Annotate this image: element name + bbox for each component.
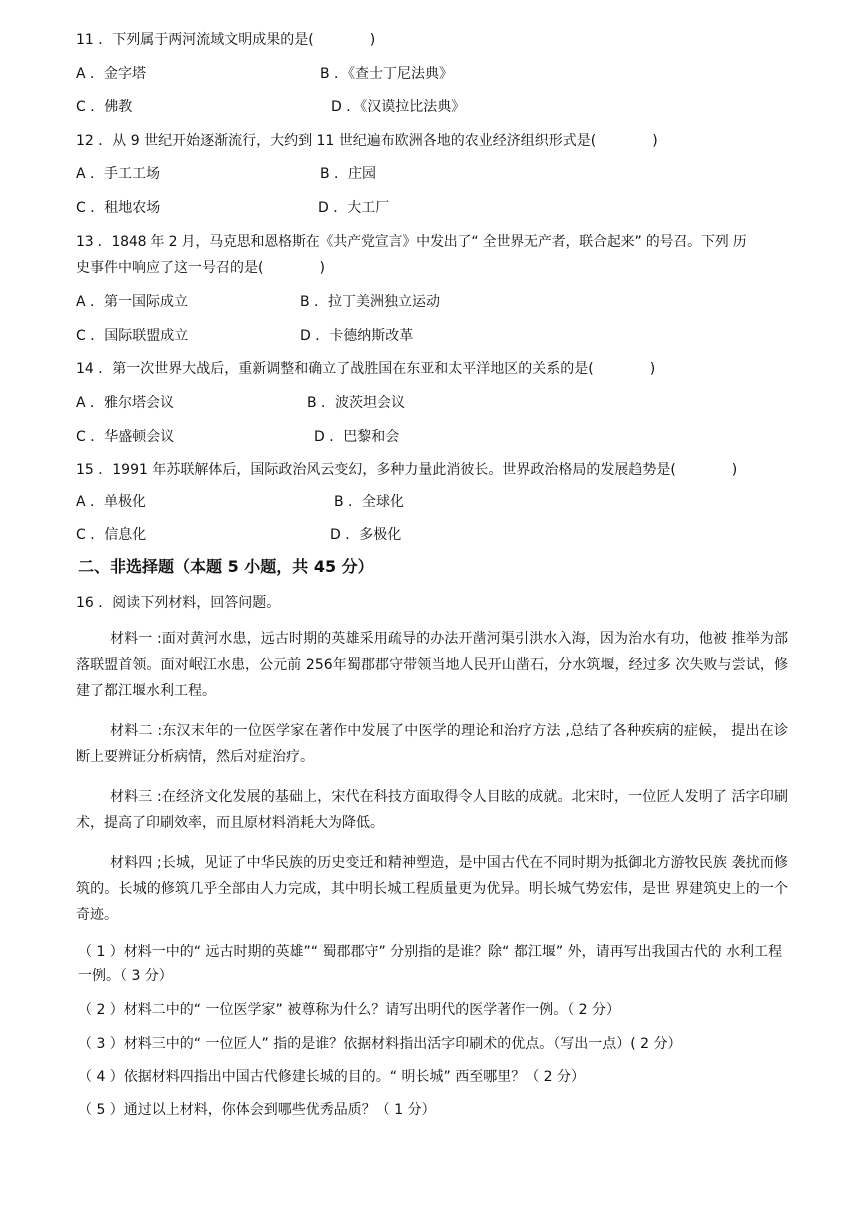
question-15-option-c: C ．信息化	[76, 527, 147, 543]
question-16-stem: 16 ．阅读下列材料，回答问题。	[76, 595, 281, 611]
question-13-option-c: C ．国际联盟成立	[76, 328, 189, 344]
question-12-option-c: C ．租地农场	[76, 200, 161, 216]
question-11-option-c: C ．佛教	[76, 99, 133, 115]
question-15-option-a: A ．单极化	[76, 494, 147, 510]
question-12-option-b: B ．庄园	[320, 166, 377, 182]
question-13-stem-line1: 13 ．1848 年 2 月，马克思和恩格斯在《共产党宣言》中发出了“ 全世界无产者，联合起来” 的号召。下列 历	[76, 234, 747, 250]
question-11-option-b: B ．《查士丁尼法典》	[320, 66, 454, 82]
question-13-option-b: B ．拉丁美洲独立运动	[300, 294, 441, 310]
question-12-stem: 12 ．从 9 世纪开始逐渐流行，大约到 11 世纪遍布欧洲各地的农业经济组织形式是( )	[76, 133, 658, 149]
material-2: 材料二 :东汉末年的一位医学家在著作中发展了中医学的理论和治疗方法 ,总结了各种疾病的症候， 提出在诊断上要辨证分析病情，然后对症治疗。	[76, 723, 788, 765]
question-14-option-b: B ．波茨坦会议	[307, 395, 406, 411]
question-12-option-a: A ．手工工场	[76, 166, 161, 182]
question-15-stem: 15 ．1991 年苏联解体后，国际政治风云变幻，多种力量此消彼长。世界政治格局的发展趋势是( )	[76, 462, 738, 478]
question-14-stem: 14 ．第一次世界大战后，重新调整和确立了战胜国在东亚和太平洋地区的关系的是( )	[76, 361, 656, 377]
section-heading: 二、非选择题（本题 5 小题，共 45 分）	[78, 557, 374, 576]
question-12-option-d: D ．大工厂	[318, 200, 390, 216]
question-15-option-b: B ．全球化	[334, 494, 405, 510]
question-14-option-c: C ．华盛顿会议	[76, 429, 175, 445]
question-11-option-d: D ．《汉谟拉比法典》	[331, 99, 466, 115]
question-15-option-d: D ．多极化	[330, 527, 402, 543]
question-13-option-d: D ．卡德纳斯改革	[300, 328, 414, 344]
question-13-option-a: A ．第一国际成立	[76, 294, 189, 310]
sub-question-1: （ 1 ）材料一中的“ 远古时期的英雄”“ 蜀郡郡守” 分别指的是谁？除“ 都江堰” 外，请再写出我国古代的 水利工程一例。（ 3 分）	[78, 944, 783, 984]
sub-question-4: （ 4 ）依据材料四指出中国古代修建长城的目的。“ 明长城” 西至哪里？（ 2 分）	[78, 1069, 586, 1085]
material-4: 材料四 ;长城，见证了中华民族的历史变迁和精神塑造，是中国古代在不同时期为抵御北方游牧民族 袭扰而修筑的。长城的修筑几乎全部由人力完成，其中明长城工程质量更为优异。明长城气势宏伟，是世 界建筑史上的一个奇迹。	[76, 855, 788, 923]
question-14-option-d: D ．巴黎和会	[314, 429, 400, 445]
question-13-stem-line2: 史事件中响应了这一号召的是( )	[76, 260, 325, 276]
sub-question-3: （ 3 ）材料三中的“ 一位匠人” 指的是谁？依据材料指出活字印刷术的优点。（写出一点）( 2 分）	[78, 1036, 682, 1052]
sub-question-2: （ 2 ）材料二中的“ 一位医学家” 被尊称为什么？请写出明代的医学著作一例。（ 2 分）	[78, 1002, 621, 1018]
question-14-option-a: A ．雅尔塔会议	[76, 395, 175, 411]
sub-question-5: （ 5 ）通过以上材料，你体会到哪些优秀品质？（ 1 分）	[78, 1102, 436, 1118]
question-11-option-a: A ．金字塔	[76, 66, 147, 82]
question-11-stem: 11 ．下列属于两河流域文明成果的是( )	[76, 32, 376, 48]
material-3: 材料三 :在经济文化发展的基础上，宋代在科技方面取得令人目眩的成就。北宋时，一位匠人发明了 活字印刷术，提高了印刷效率，而且原材料消耗大为降低。	[76, 789, 788, 831]
material-1: 材料一 :面对黄河水患，远古时期的英雄采用疏导的办法开凿河渠引洪水入海，因为治水有功，他被 推举为部落联盟首领。面对岷江水患，公元前 256年蜀郡郡守带领当地人民开山凿石，分水筑堰，经过多 次失败与尝试，修建了都江堰水利工程。	[76, 631, 788, 699]
